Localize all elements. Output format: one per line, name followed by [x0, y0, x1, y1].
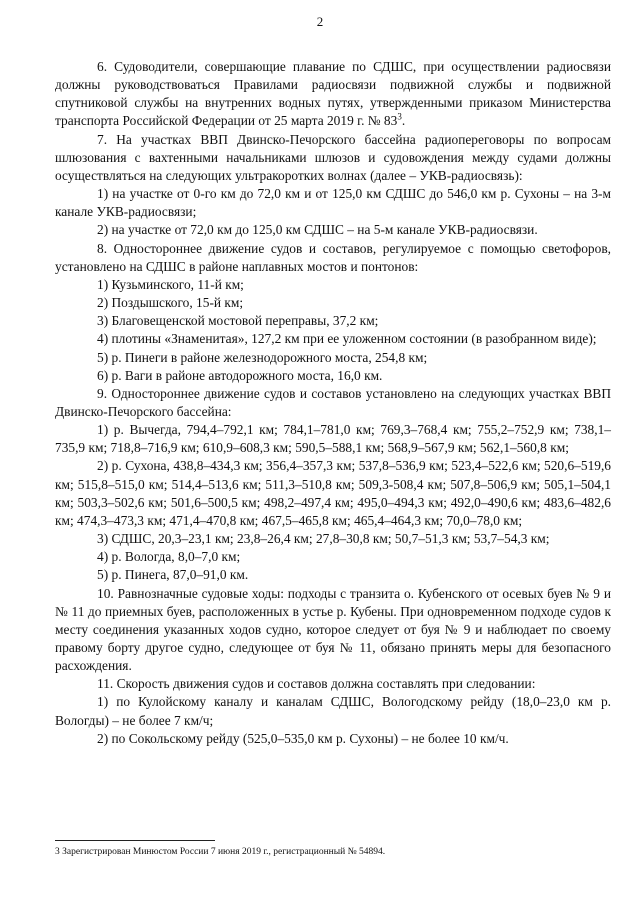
- list-item: 6) р. Ваги в районе автодорожного моста, 16,0 км.: [97, 367, 383, 383]
- paragraph-8: 8. Одностороннее движение судов и составов, регулируемое с помощью светофоров, установлено на СДШС в районе наплавных мостов и понтонов:: [55, 240, 611, 274]
- list-item: 2) р. Сухона, 438,8–434,3 км; 356,4–357,3 км; 537,8–536,9 км; 523,4–522,6 км; 520,6–519,6 км; 515,8–515,0 км; 514,4–513,6 км; 511,3–510,8 км; 509,3-508,4 км; 507,8–506,9 км; 505,1–504,1 км; 503,3–502,6 км; 501,6–500,5 км; 498,2–497,4 км; 495,0–494,3 км; 492,0–490,6 км; 483,6–482,6 км; 474,3–473,3 км; 471,4–470,8 км; 467,5–465,8 км; 465,4–464,3 км; 70,0–78,0 км;: [55, 458, 611, 528]
- paragraph-10: 10. Равнозначные судовые ходы: подходы с транзита о. Кубенского от осевых буев № 9 и № 11 до приемных буев, расположенных в устье р. Кубены. При одновременном подходе судов к месту соединения указанных ходов судно, которое следует от буя № 9 и наблюдает по своему правому борту другое судно, следующее от буя № 11, обязано принять меры для безопасного расхождения.: [55, 585, 611, 674]
- list-item: 3) Благовещенской мостовой переправы, 37,2 км;: [97, 313, 379, 329]
- list-item: 4) плотины «Знаменитая», 127,2 км при ее уложенном состоянии (в разобранном виде);: [97, 331, 597, 347]
- list-item: 5) р. Пинеги в районе железнодорожного моста, 254,8 км;: [97, 349, 428, 365]
- list-item: 2) по Сокольскому рейду (525,0–535,0 км р. Сухоны) – не более 10 км/ч.: [97, 730, 509, 746]
- list-item: 1) Кузьминского, 11-й км;: [97, 276, 244, 292]
- list-item: 1) на участке от 0-го км до 72,0 км и от 125,0 км СДШС до 546,0 км р. Сухоны – на 3-м канале УКВ-радиосвязи;: [55, 186, 611, 220]
- list-item: 1) по Кулойскому каналу и каналам СДШС, Вологодскому рейду (18,0–23,0 км р. Вологды) – не более 7 км/ч;: [55, 694, 611, 728]
- list-item: 1) р. Вычегда, 794,4–792,1 км; 784,1–781,0 км; 769,3–768,4 км; 755,2–752,9 км; 738,1–735,9 км; 718,8–716,9 км; 610,9–608,3 км; 590,5–588,1 км; 568,9–567,9 км; 562,1–560,8 км;: [55, 422, 611, 456]
- footnote-divider: [55, 840, 215, 841]
- paragraph-7: 7. На участках ВВП Двинско-Печорского бассейна радиопереговоры по вопросам шлюзования с вахтенными начальниками шлюзов и судовождения между судами должны осуществляться на следующих ультракоротких волнах (далее – УКВ-радиосвязь):: [55, 131, 611, 183]
- page-number: 2: [316, 14, 324, 29]
- list-item: 2) на участке от 72,0 км до 125,0 км СДШС – на 5-м канале УКВ-радиосвязи.: [97, 222, 538, 238]
- paragraph-11: 11. Скорость движения судов и составов должна составлять при следовании:: [97, 676, 536, 692]
- paragraph-9: 9. Одностороннее движение судов и составов установлено на следующих участках ВВП Двинско-Печорского бассейна:: [55, 385, 611, 419]
- list-item: 4) р. Вологда, 8,0–7,0 км;: [97, 549, 241, 565]
- document-body: [55, 58, 611, 748]
- paragraph-6: 6. Судоводители, совершающие плавание по СДШС, при осуществлении радиосвязи должны руководствоваться Правилами радиосвязи подвижной службы и подвижной спутниковой службы на внутренних водных путях, утвержденными приказом Министерства транспорта Российской Федерации от 25 марта 2019 г. № $83^3$.: [55, 59, 611, 129]
- list-item: 2) Поздышского, 15-й км;: [97, 295, 244, 311]
- list-item: 5) р. Пинега, 87,0–91,0 км.: [97, 567, 249, 583]
- footnote: 3 Зарегистрирован Минюстом России 7 июня 2019 г., регистрационный № 54894.: [55, 847, 386, 857]
- list-item: 3) СДШС, 20,3–23,1 км; 23,8–26,4 км; 27,8–30,8 км; 50,7–51,3 км; 53,7–54,3 км;: [97, 531, 550, 547]
- footnote-reference[interactable]: 3: [397, 112, 402, 122]
